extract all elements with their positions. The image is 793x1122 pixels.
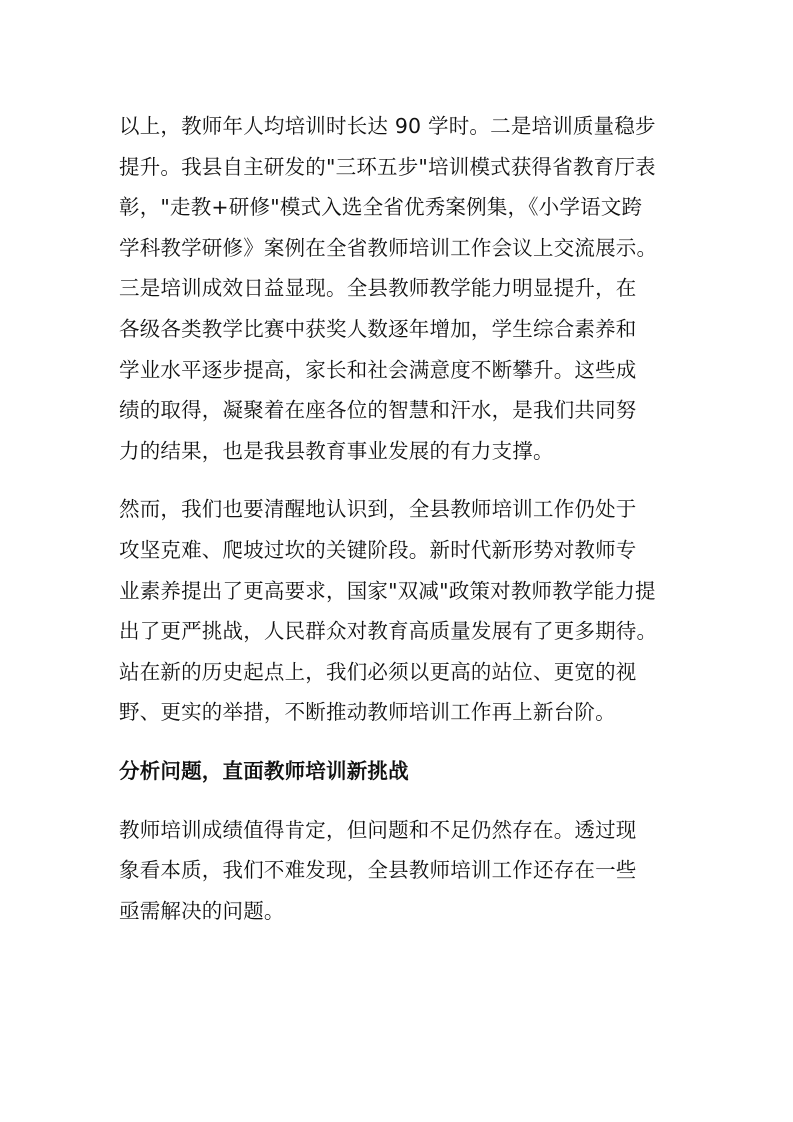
text-line: 攻坚克难、爬坡过坎的关键阶段。新时代新形势对教师专 xyxy=(119,537,637,562)
text-line: 力的结果，也是我县教育事业发展的有力支撑。 xyxy=(119,438,554,463)
text-line: 教师培训成绩值得肯定，但问题和不足仍然存在。透过现 xyxy=(119,817,637,842)
text-line: 站在新的历史起点上，我们必须以更高的站位、更宽的视 xyxy=(119,659,637,684)
text-line: 彰，"走教+研修"模式入选全省优秀案例集，《小学语文跨 xyxy=(119,195,643,220)
body-paragraph xyxy=(119,489,679,733)
text-line: 然而，我们也要清醒地认识到，全县教师培训工作仍处于 xyxy=(119,497,637,522)
text-line: 学科教学研修》案例在全省教师培训工作会议上交流展示。 xyxy=(119,235,658,260)
text-line: 三是培训成效日益显现。全县教师教学能力明显提升，在 xyxy=(119,276,637,301)
text-line: 业素养提出了更高要求，国家"双减"政策对教师教学能力提 xyxy=(119,578,656,603)
document-page xyxy=(119,106,679,931)
text-line: 绩的取得，凝聚着在座各位的智慧和汗水，是我们共同努 xyxy=(119,398,637,423)
text-line: 象看本质，我们不难发现，全县教师培训工作还存在一些 xyxy=(119,858,637,883)
text-line: 各级各类教学比赛中获奖人数逐年增加，学生综合素养和 xyxy=(119,316,637,341)
text-line: 野、更实的举措，不断推动教师培训工作再上新台阶。 xyxy=(119,700,616,725)
text-line: 以上，教师年人均培训时长达 90 学时。二是培训质量稳步 xyxy=(119,114,656,138)
text-line: 学业水平逐步提高，家长和社会满意度不断攀升。这些成 xyxy=(119,357,637,382)
body-paragraph xyxy=(119,810,679,932)
text-line: 出了更严挑战，人民群众对教育高质量发展有了更多期待。 xyxy=(119,619,658,644)
text-line: 提升。我县自主研发的"三环五步"培训模式获得省教育厅表 xyxy=(119,154,656,179)
body-paragraph xyxy=(119,106,679,471)
section-heading: 分析问题，直面教师培训新挑战 xyxy=(119,758,409,783)
text-line: 亟需解决的问题。 xyxy=(119,898,285,923)
